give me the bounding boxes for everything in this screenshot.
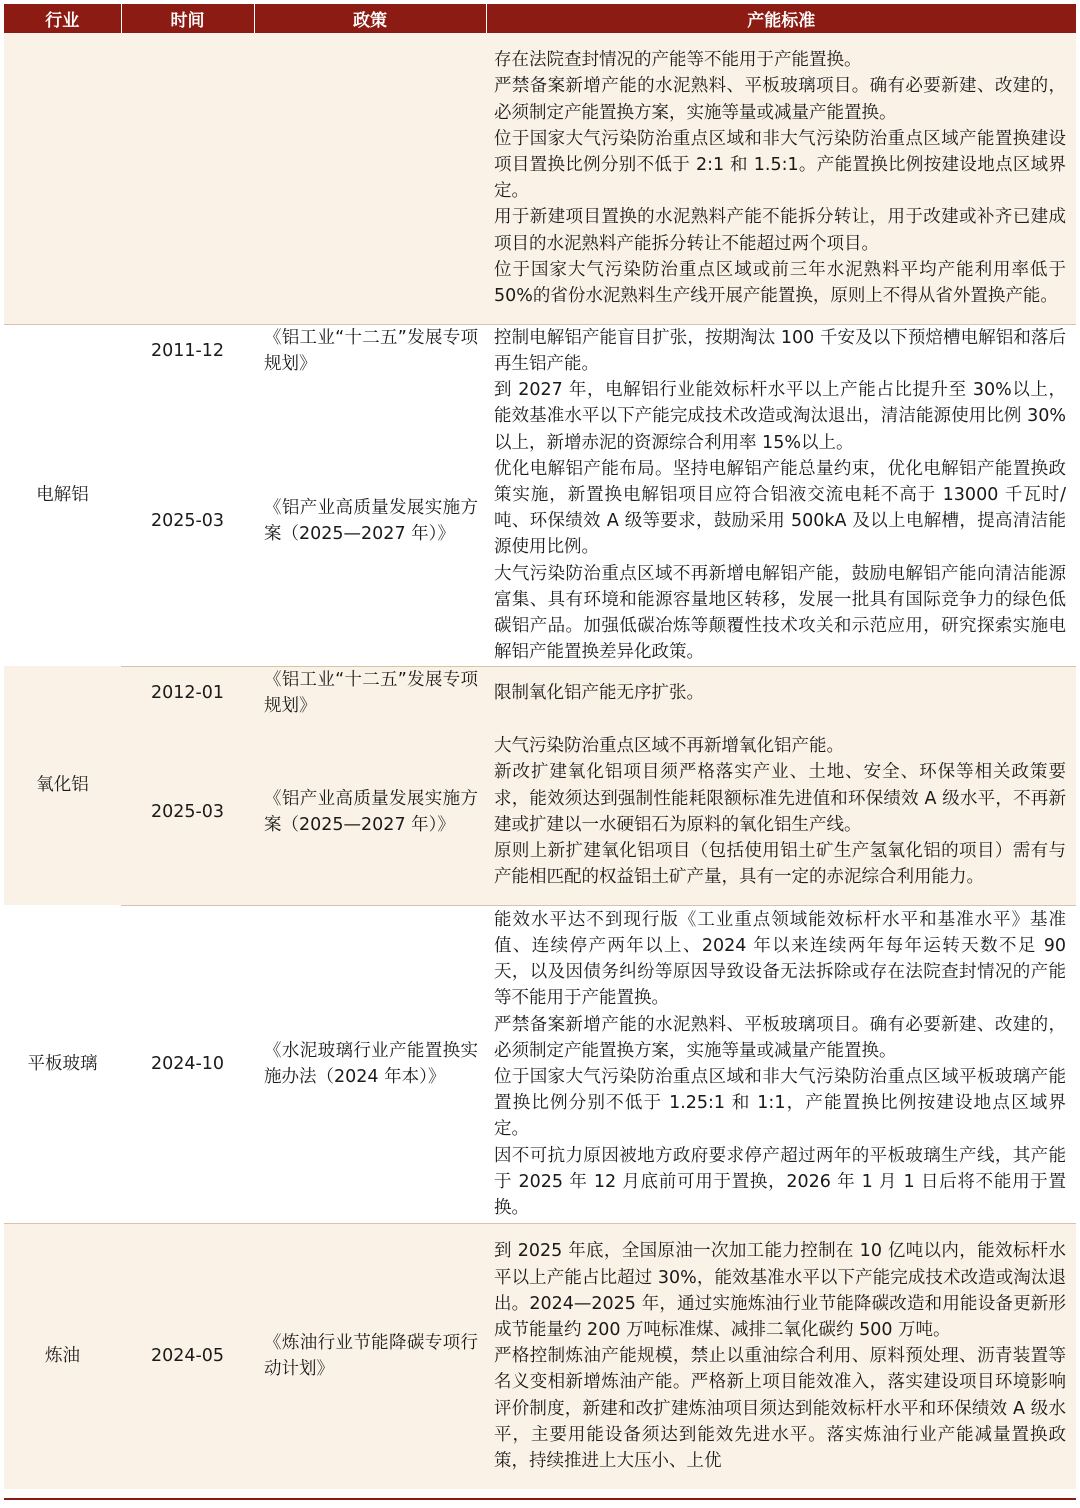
table-header-row: [4, 4, 1076, 33]
standard-item: 因不可抗力原因被地方政府要求停产超过两年的平板玻璃生产线，其产能于 2025 年 12 月底前可用于置换，2026 年 1 月 1 日后将不能用于置换。: [494, 1145, 1066, 1219]
standard-item: 严禁备案新增产能的水泥熟料、平板玻璃项目。确有必要新建、改建的，必须制定产能置换方案，实施等量或减量产能置换。: [494, 1014, 1066, 1061]
standard-item: 到 2027 年，电解铝行业能效标杆水平以上产能占比提升至 30%以上，能效基准水平以下产能完成技术改造或淘汰退出，清洁能源使用比例 30%以上，新增赤泥的资源综合利用率 15%以上。: [494, 380, 1066, 453]
standard-cell: [486, 324, 1076, 377]
standard-item: 存在法院查封情况的产能等不能用于产能置换。: [494, 50, 862, 71]
industry-cell: 平板玻璃: [4, 905, 121, 1223]
standard-cell: [486, 1223, 1076, 1489]
standard-item: 大气污染防治重点区域不再新增电解铝产能，鼓励电解铝产能向清洁能源富集、具有环境和能源容量地区转移，发展一批具有国际竞争力的绿色低碳铝产品。加强低碳冶炼等颠覆性技术攻关和示范应用，研究探索实施电解铝产能置换差异化政策。: [494, 563, 1066, 663]
standard-item: 用于新建项目置换的水泥熟料产能不能拆分转让，用于改建或补齐已建成项目的水泥熟料产能拆分转让不能超过两个项目。: [494, 207, 1066, 254]
time-cell: 2024-10: [121, 905, 254, 1223]
table-row: [4, 33, 1076, 324]
standard-item: 严禁备案新增产能的水泥熟料、平板玻璃项目。确有必要新建、改建的，必须制定产能置换方案，实施等量或减量产能置换。: [494, 76, 1066, 123]
standard-item: 严格控制炼油产能规模，禁止以重油综合利用、原料预处理、沥青装置等名义变相新增炼油产能。严格新上项目能效准入，落实建设项目环境影响评价制度，新建和改扩建炼油项目须达到能效标杆水平和环保绩效 A 级水平，主要用能设备须达到能效先进水平。落实炼油行业产能减量置换政策，持续推进上大压小、上优: [494, 1346, 1066, 1471]
table-row: [4, 905, 1076, 1223]
table-row: [4, 719, 1076, 905]
policy-cell: 《铝工业“十二五”发展专项规划》: [254, 666, 486, 719]
standard-cell: [486, 666, 1076, 719]
bottom-rule: [4, 1498, 1076, 1500]
time-cell: [121, 33, 254, 324]
standard-item: 位于国家大气污染防治重点区域和非大气污染防治重点区域平板玻璃产能置换比例分别不低于 1.25:1 和 1:1，产能置换比例按建设地点区域界定。: [494, 1067, 1066, 1140]
standard-cell: [486, 33, 1076, 324]
policy-cell: 《铝产业高质量发展实施方案（2025—2027 年）》: [254, 377, 486, 666]
industry-cell: [4, 33, 121, 324]
policy-cell: 《铝工业“十二五”发展专项规划》: [254, 324, 486, 377]
standard-item: 原则上新扩建氧化铝项目（包括使用铝土矿生产氢氧化铝的项目）需有与产能相匹配的权益铝土矿产量，具有一定的赤泥综合利用能力。: [494, 840, 1066, 888]
policy-cell: 《铝产业高质量发展实施方案（2025—2027 年）》: [254, 719, 486, 905]
standard-item: 优化电解铝产能布局。坚持电解铝产能总量约束，优化电解铝产能置换政策实施，新置换电解铝项目应符合铝液交流电耗不高于 13000 千瓦时/吨、环保绩效 A 级等要求，鼓励采用 500kA 及以上电解槽，提高清洁能源使用比例。: [494, 458, 1066, 558]
industry-cell: 炼油: [4, 1223, 121, 1489]
standard-cell: [486, 377, 1076, 666]
header-industry: 行业: [4, 4, 121, 33]
standard-item: 能效水平达不到现行版《工业重点领域能效标杆水平和基准水平》基准值、连续停产两年以上、2024 年以来连续两年每年运转天数不足 90 天，以及因债务纠纷等原因导致设备无法拆除或存在法院查封情况的产能等不能用于产能置换。: [494, 909, 1066, 1009]
header-policy: 政策: [254, 4, 486, 33]
standard-item: 到 2025 年底，全国原油一次加工能力控制在 10 亿吨以内，能效标杆水平以上产能占比超过 30%，能效基准水平以下产能完成技术改造或淘汰退出。2024—2025 年，通过实施炼油行业节能降碳改造和用能设备更新形成节能量约 200 万吨标准煤、减排二氧化碳约 500 万吨。: [494, 1241, 1066, 1340]
policy-cell: 《水泥玻璃行业产能置换实施办法（2024 年本）》: [254, 905, 486, 1223]
standard-item: 限制氧化铝产能无序扩张。: [494, 682, 704, 703]
standard-item: 新改扩建氧化铝项目须严格落实产业、土地、安全、环保等相关政策要求，能效须达到强制性能耗限额标准先进值和环保绩效 A 级水平，不再新建或扩建以一水硬铝石为原料的氧化铝生产线。: [494, 762, 1066, 835]
header-time: 时间: [121, 4, 254, 33]
table-row: [4, 324, 1076, 377]
industry-cell: 电解铝: [4, 324, 121, 666]
capacity-policy-table: [4, 4, 1076, 1489]
time-cell: 2025-03: [121, 377, 254, 666]
policy-cell: 《炼油行业节能降碳专项行动计划》: [254, 1223, 486, 1489]
time-cell: 2025-03: [121, 719, 254, 905]
table-row: [4, 1223, 1076, 1489]
standard-item: 大气污染防治重点区域不再新增氧化铝产能。: [494, 736, 844, 757]
time-cell: 2024-05: [121, 1223, 254, 1489]
standard-item: 位于国家大气污染防治重点区域和非大气污染防治重点区域产能置换建设项目置换比例分别不低于 2:1 和 1.5:1。产能置换比例按建设地点区域界定。: [494, 128, 1066, 202]
table-row: [4, 666, 1076, 719]
industry-cell: 氧化铝: [4, 666, 121, 905]
time-cell: 2012-01: [121, 666, 254, 719]
standard-item: 位于国家大气污染防治重点区域或前三年水泥熟料平均产能利用率低于 50%的省份水泥熟料生产线开展产能置换，原则上不得从省外置换产能。: [494, 259, 1066, 307]
policy-cell: [254, 33, 486, 324]
header-standard: 产能标准: [486, 4, 1076, 33]
time-cell: 2011-12: [121, 324, 254, 377]
policy-table-page: [4, 4, 1076, 1489]
table-row: [4, 377, 1076, 666]
standard-cell: [486, 719, 1076, 905]
standard-cell: [486, 905, 1076, 1223]
standard-item: 控制电解铝产能盲目扩张，按期淘汰 100 千安及以下预焙槽电解铝和落后再生铝产能。: [494, 327, 1066, 374]
